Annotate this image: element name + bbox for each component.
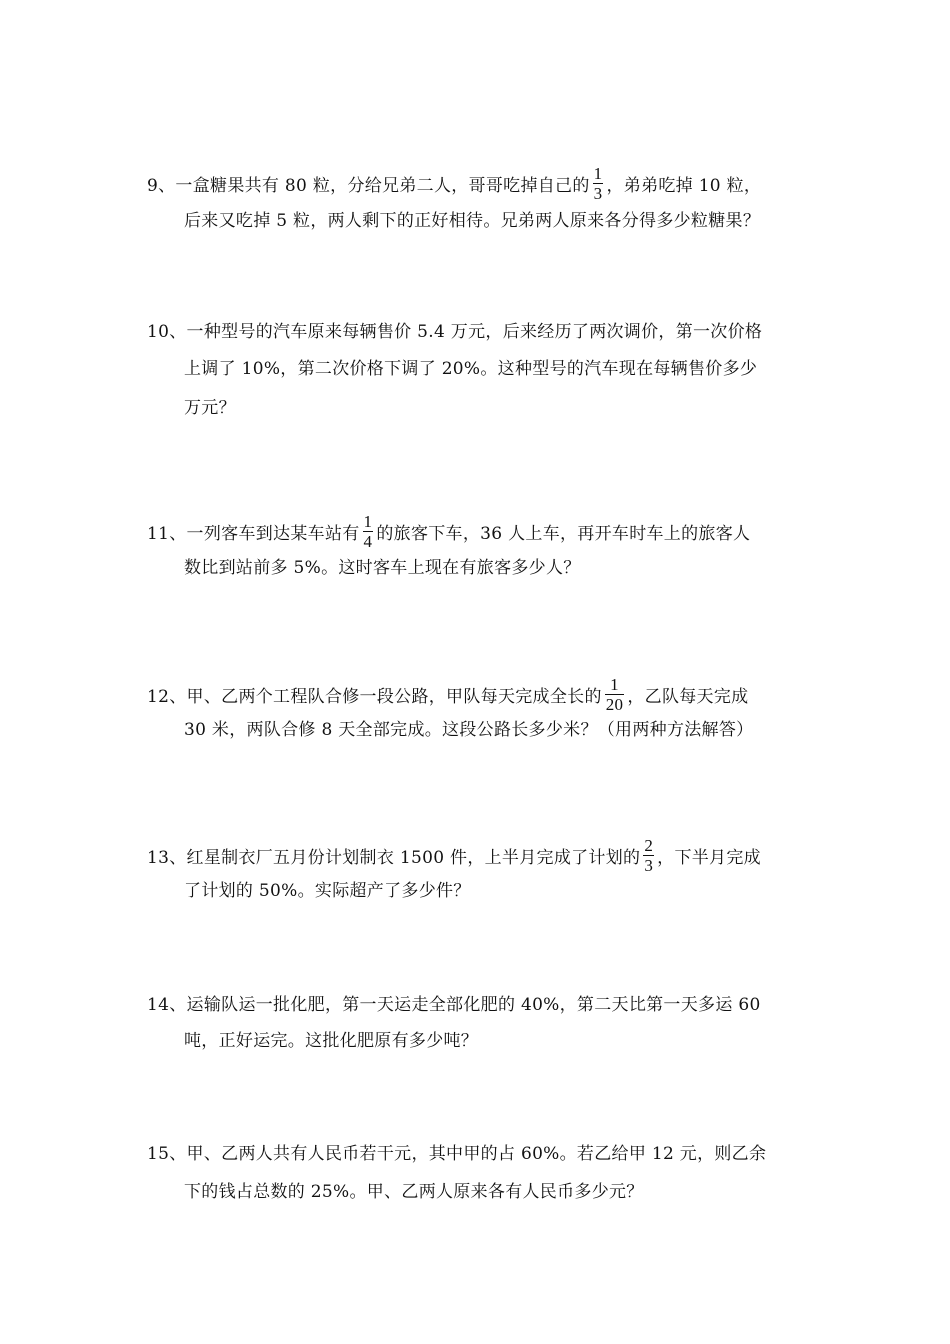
fraction-numerator: 1 <box>363 512 373 531</box>
problem-10-line-2: 上调了 10%，第二次价格下调了 20%。这种型号的汽车现在每辆售价多少 <box>184 359 758 379</box>
problem-number: 15、 <box>147 1144 187 1164</box>
fraction <box>593 165 604 202</box>
problem-9-line-1 <box>147 164 762 203</box>
problem-14-line-2: 吨，正好运完。这批化肥原有多少吨？ <box>184 1031 479 1051</box>
fraction-denominator: 3 <box>593 184 603 203</box>
fraction <box>643 837 654 874</box>
problem-10-line-1 <box>147 322 762 342</box>
problem-text: ，乙队每天完成 <box>627 687 749 707</box>
problem-number: 12、 <box>147 687 187 707</box>
problem-11-line-1 <box>147 512 751 551</box>
problem-text: 一盒糖果共有 80 粒，分给兄弟二人，哥哥吃掉自己的 <box>175 176 590 196</box>
problem-number: 9、 <box>147 176 176 196</box>
problem-text: 的旅客下车，36 人上车，再开车时车上的旅客人 <box>376 524 751 544</box>
problem-11-line-2: 数比到站前多 5%。这时客车上现在有旅客多少人？ <box>184 558 581 578</box>
fraction-numerator: 2 <box>644 836 654 855</box>
fraction-denominator: 3 <box>644 856 654 875</box>
problem-number: 11、 <box>147 524 187 544</box>
problem-text: 运输队运一批化肥，第一天运走全部化肥的 40%，第二天比第一天多运 60 <box>186 995 761 1015</box>
problem-15-line-2: 下的钱占总数的 25%。甲、乙两人原来各有人民币多少元？ <box>184 1182 644 1202</box>
problem-15-line-1 <box>147 1144 766 1164</box>
fraction-numerator: 1 <box>593 164 603 183</box>
problem-14-line-1 <box>147 995 761 1015</box>
problem-12-line-2: 30 米，两队合修 8 天全部完成。这段公路长多少米？（用两种方法解答） <box>184 720 754 740</box>
fraction-denominator: 4 <box>363 532 373 551</box>
problem-text: 红星制衣厂五月份计划制衣 1500 件，上半月完成了计划的 <box>186 848 641 868</box>
fraction-denominator: 20 <box>605 695 624 714</box>
problem-number: 14、 <box>147 995 187 1015</box>
problem-number: 13、 <box>147 848 187 868</box>
problem-number: 10、 <box>147 322 187 342</box>
problem-13-line-2: 了计划的 50%。实际超产了多少件？ <box>184 881 471 901</box>
problem-text: 一列客车到达某车站有 <box>186 524 360 544</box>
problem-12-line-1 <box>147 675 749 714</box>
fraction <box>363 513 374 550</box>
fraction <box>605 676 625 713</box>
problem-10-line-3: 万元？ <box>184 398 236 418</box>
problem-text: 甲、乙两人共有人民币若干元，其中甲的占 60%。若乙给甲 12 元，则乙余 <box>186 1144 767 1164</box>
problem-text: ，弟弟吃掉 10 粒， <box>606 176 762 196</box>
problem-text: 甲、乙两个工程队合修一段公路，甲队每天完成全长的 <box>186 687 602 707</box>
problem-9-line-2: 后来又吃掉 5 粒，两人剩下的正好相待。兄弟两人原来各分得多少粒糖果？ <box>184 211 761 231</box>
problem-text: 一种型号的汽车原来每辆售价 5.4 万元，后来经历了两次调价，第一次价格 <box>186 322 763 342</box>
fraction-numerator: 1 <box>610 675 619 694</box>
problem-13-line-1 <box>147 836 761 875</box>
problem-text: ，下半月完成 <box>657 848 761 868</box>
